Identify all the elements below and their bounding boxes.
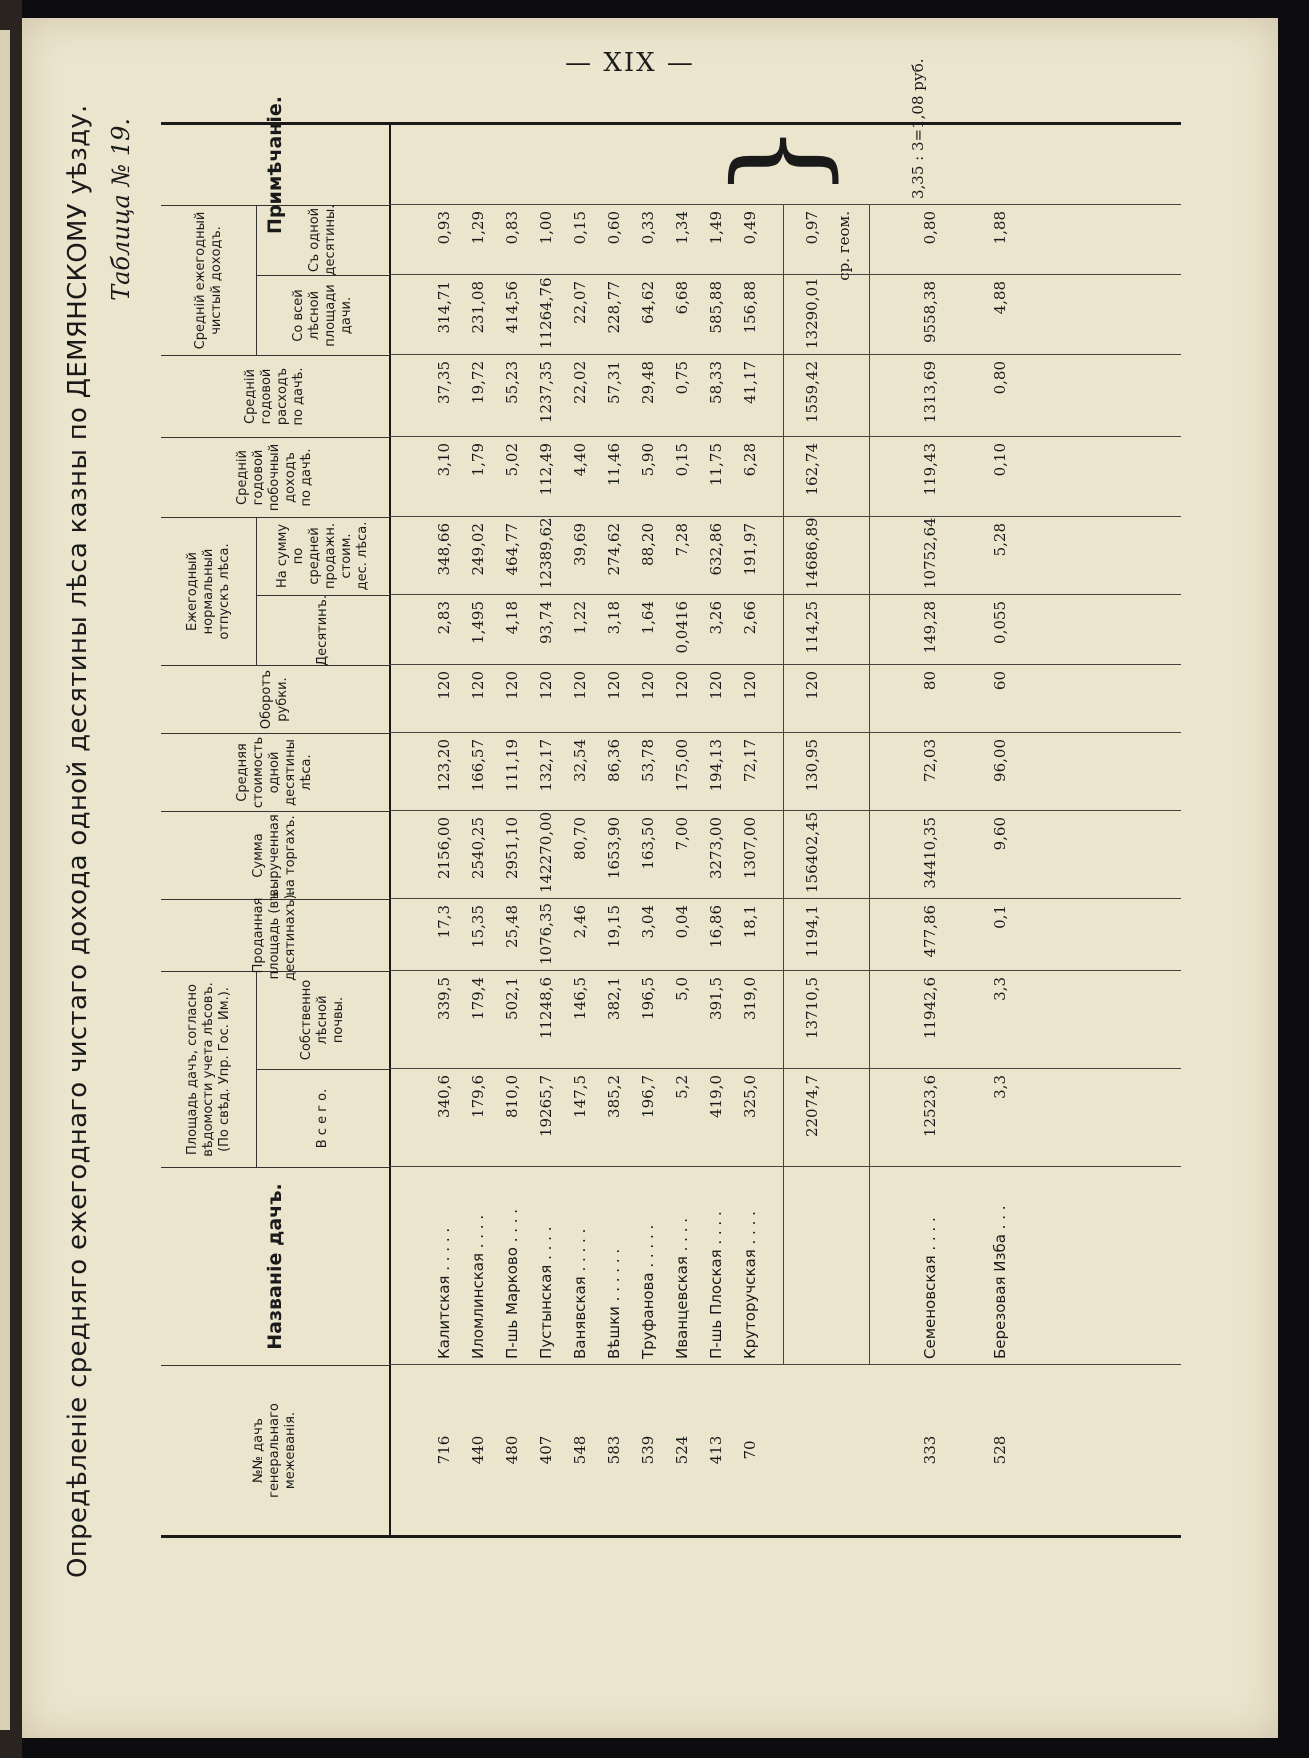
cell-rotation: 120 bbox=[571, 671, 589, 700]
cell-sum: 12389,62 bbox=[537, 517, 555, 589]
table-row bbox=[497, 125, 527, 1535]
cell-total: 19265,7 bbox=[537, 1075, 555, 1138]
cell-sold: 16,86 bbox=[707, 905, 725, 948]
header-norm-dess: Десятинъ. bbox=[257, 595, 389, 665]
subtotal-per: 0,97 bbox=[803, 211, 821, 245]
cell-rotation: 120 bbox=[639, 671, 657, 700]
cell-side: 1,79 bbox=[469, 443, 487, 477]
cell-sold: 3,04 bbox=[639, 905, 657, 939]
cell-name: Круторучская . . . . bbox=[741, 1211, 759, 1359]
subtotal-net: 13290,01 bbox=[803, 277, 821, 349]
cell-revenue: 7,00 bbox=[673, 817, 691, 851]
cell-rotation: 120 bbox=[469, 671, 487, 700]
subtotal-rule bbox=[783, 205, 784, 1365]
table-label: Таблица № 19. bbox=[107, 118, 135, 301]
cell-net: 11264,76 bbox=[537, 277, 555, 349]
cell-side: 5,90 bbox=[639, 443, 657, 477]
cell-rotation: 120 bbox=[741, 671, 759, 700]
header-side-income: Среднiй годовой побочный доходъ по дачѣ. bbox=[161, 437, 389, 517]
cell-net: 228,77 bbox=[605, 281, 623, 334]
cell-revenue: 2951,10 bbox=[503, 817, 521, 880]
header-net-title: Среднiй ежегодный чистый доходъ. bbox=[161, 206, 257, 355]
table-row bbox=[701, 125, 731, 1535]
subtotal-sold: 1194,1 bbox=[803, 905, 821, 958]
cell-expense: 22,02 bbox=[571, 361, 589, 404]
header-area-group bbox=[161, 971, 389, 1167]
cell-avg: 86,36 bbox=[605, 739, 623, 782]
cell-dess: 1,22 bbox=[571, 601, 589, 635]
cell-revenue: 80,70 bbox=[571, 817, 589, 860]
cell-dess: 3,26 bbox=[707, 601, 725, 635]
cell-expense: 29,48 bbox=[639, 361, 657, 404]
header-sold: Проданная площадь (въ десятинахъ). bbox=[161, 899, 389, 971]
cell-name: П-шь Плоская . . . . bbox=[707, 1211, 725, 1359]
cell-per: 0,83 bbox=[503, 211, 521, 245]
cell-total: 5,2 bbox=[673, 1075, 691, 1099]
cell-dess: 2,83 bbox=[435, 601, 453, 635]
cell-side: 112,49 bbox=[537, 443, 555, 496]
cell-sum: 7,28 bbox=[673, 523, 691, 557]
table-row bbox=[429, 125, 459, 1535]
cell-sum: 274,62 bbox=[605, 523, 623, 576]
cell-id: 413 bbox=[707, 1435, 725, 1465]
cell-avg: 166,57 bbox=[469, 739, 487, 792]
cell-net: 6,68 bbox=[673, 281, 691, 315]
subtotal-side: 162,74 bbox=[803, 443, 821, 496]
cell-expense: 55,23 bbox=[503, 361, 521, 404]
cell-sold: 15,35 bbox=[469, 905, 487, 948]
cell-expense: 37,35 bbox=[435, 361, 453, 404]
cell-side: 0,10 bbox=[991, 443, 1009, 477]
cell-forest: 179,4 bbox=[469, 977, 487, 1020]
table-row bbox=[735, 125, 765, 1535]
cell-sum: 191,97 bbox=[741, 523, 759, 576]
cell-id: 440 bbox=[469, 1435, 487, 1465]
header-id: №№ дачъ генеральнаго межеванія. bbox=[161, 1365, 389, 1535]
cell-sum: 464,77 bbox=[503, 523, 521, 576]
header-area-title: Площадь дачъ, согласно вѣдомости учета лѣсовъ. (По свѣд. Упр. Гос. Им.). bbox=[161, 972, 257, 1167]
cell-net: 314,71 bbox=[435, 281, 453, 334]
cell-avg: 194,13 bbox=[707, 739, 725, 792]
header-norm-group bbox=[161, 517, 389, 665]
cell-id: 539 bbox=[639, 1435, 657, 1465]
cell-side: 119,43 bbox=[921, 443, 939, 496]
note-text: 3,35 : 3=1,08 руб. bbox=[909, 58, 927, 199]
cell-sold: 0,04 bbox=[673, 905, 691, 939]
table-row bbox=[985, 125, 1015, 1535]
document-title: Опредѣленіе средняго ежегоднаго чистаго дохода одной десятины лѣса казны по ДЕМЯНСКОМУ уѣзду. bbox=[63, 104, 93, 1578]
subtotal-dess: 114,25 bbox=[803, 601, 821, 654]
cell-per: 0,60 bbox=[605, 211, 623, 245]
cell-revenue: 163,50 bbox=[639, 817, 657, 870]
cell-sum: 39,69 bbox=[571, 523, 589, 566]
cell-avg: 96,00 bbox=[991, 739, 1009, 782]
cell-side: 0,15 bbox=[673, 443, 691, 477]
cell-avg: 132,17 bbox=[537, 739, 555, 792]
cell-net: 156,88 bbox=[741, 281, 759, 334]
cell-forest: 319,0 bbox=[741, 977, 759, 1020]
subtotal-expense: 1559,42 bbox=[803, 361, 821, 424]
subtotal-rotation: 120 bbox=[803, 671, 821, 700]
cell-dess: 4,18 bbox=[503, 601, 521, 635]
cell-dess: 0,0416 bbox=[673, 601, 691, 654]
cell-sold: 2,46 bbox=[571, 905, 589, 939]
cell-per: 1,00 bbox=[537, 211, 555, 245]
cell-revenue: 2156,00 bbox=[435, 817, 453, 880]
subtotal-total: 22074,7 bbox=[803, 1075, 821, 1138]
header-avg-cost: Средняя стоимость одной десятины лѣса. bbox=[161, 733, 389, 811]
table-row bbox=[667, 125, 697, 1535]
header-net-total: Со всей лѣсной площади дачи. bbox=[257, 275, 389, 355]
cell-per: 1,34 bbox=[673, 211, 691, 245]
cell-rotation: 120 bbox=[503, 671, 521, 700]
cell-sold: 17,3 bbox=[435, 905, 453, 939]
cell-per: 1,49 bbox=[707, 211, 725, 245]
cell-id: 583 bbox=[605, 1435, 623, 1465]
cell-forest: 391,5 bbox=[707, 977, 725, 1020]
cell-revenue: 2540,25 bbox=[469, 817, 487, 880]
subtotal-avg: 130,95 bbox=[803, 739, 821, 792]
note-brace: } bbox=[709, 122, 848, 199]
cell-net: 4,88 bbox=[991, 281, 1009, 315]
cell-expense: 41,17 bbox=[741, 361, 759, 404]
cell-side: 3,10 bbox=[435, 443, 453, 477]
geom-label: ср. геом. bbox=[835, 211, 853, 281]
cell-dess: 93,74 bbox=[537, 601, 555, 644]
cell-revenue: 9,60 bbox=[991, 817, 1009, 851]
header-name: Названіе дачъ. bbox=[161, 1167, 389, 1365]
table-row bbox=[633, 125, 663, 1535]
cell-forest: 11942,6 bbox=[921, 977, 939, 1040]
header-norm-title: Ежегодный нормальный отпускъ лѣса. bbox=[161, 518, 257, 665]
cell-avg: 111,19 bbox=[503, 739, 521, 792]
cell-name: Калитская . . . . . bbox=[435, 1227, 453, 1359]
header-norm-sum: На сумму по средней продажн. стоим. дес. лѣса. bbox=[275, 521, 370, 591]
cell-expense: 1313,69 bbox=[921, 361, 939, 424]
cell-forest: 3,3 bbox=[991, 977, 1009, 1001]
cell-sold: 18,1 bbox=[741, 905, 759, 939]
cell-rotation: 120 bbox=[537, 671, 555, 700]
cell-name: П-шь Марково . . . . bbox=[503, 1208, 521, 1359]
table-row bbox=[531, 125, 561, 1535]
cell-avg: 32,54 bbox=[571, 739, 589, 782]
table-header bbox=[161, 96, 391, 1535]
subtotal-revenue: 156402,45 bbox=[803, 811, 821, 893]
cell-sold: 0,1 bbox=[991, 905, 1009, 929]
cell-avg: 53,78 bbox=[639, 739, 657, 782]
cell-total: 419,0 bbox=[707, 1075, 725, 1118]
cell-id: 333 bbox=[921, 1435, 939, 1465]
cell-sum: 348,66 bbox=[435, 523, 453, 576]
cell-forest: 196,5 bbox=[639, 977, 657, 1020]
cell-rotation: 120 bbox=[707, 671, 725, 700]
cell-per: 0,80 bbox=[921, 211, 939, 245]
geom-row bbox=[829, 125, 859, 1535]
cell-avg: 175,00 bbox=[673, 739, 691, 792]
cell-dess: 1,64 bbox=[639, 601, 657, 635]
header-note: Примѣчаніе. bbox=[264, 96, 286, 234]
cell-name: Семеновская . . . . bbox=[921, 1217, 939, 1359]
cell-per: 1,29 bbox=[469, 211, 487, 245]
header-revenue: Сумма вырученная на торгахъ. bbox=[161, 811, 389, 899]
cell-total: 340,6 bbox=[435, 1075, 453, 1118]
cell-per: 0,93 bbox=[435, 211, 453, 245]
cell-revenue: 1307,00 bbox=[741, 817, 759, 880]
cell-total: 3,3 bbox=[991, 1075, 1009, 1099]
cell-total: 179,6 bbox=[469, 1075, 487, 1118]
binding-edge bbox=[0, 0, 22, 1758]
cell-total: 810,0 bbox=[503, 1075, 521, 1118]
cell-dess: 1,495 bbox=[469, 601, 487, 644]
cell-net: 9558,38 bbox=[921, 281, 939, 344]
cell-sold: 25,48 bbox=[503, 905, 521, 948]
cell-per: 0,15 bbox=[571, 211, 589, 245]
previous-page-edge bbox=[0, 30, 10, 1730]
cell-sum: 88,20 bbox=[639, 523, 657, 566]
header-expense: Среднiй годовой расходъ по дачѣ. bbox=[161, 355, 389, 437]
cell-total: 385,2 bbox=[605, 1075, 623, 1118]
header-area-total: В с е г о. bbox=[257, 1069, 389, 1167]
cell-id: 70 bbox=[741, 1440, 759, 1460]
cell-avg: 72,17 bbox=[741, 739, 759, 782]
table-row bbox=[565, 125, 595, 1535]
cell-sum: 10752,64 bbox=[921, 517, 939, 589]
cell-name: Труфанова . . . . . bbox=[639, 1224, 657, 1359]
cell-revenue: 142270,00 bbox=[537, 811, 555, 893]
cell-net: 22,07 bbox=[571, 281, 589, 324]
cell-total: 147,5 bbox=[571, 1075, 589, 1118]
cell-rotation: 120 bbox=[673, 671, 691, 700]
cell-rotation: 120 bbox=[435, 671, 453, 700]
cell-dess: 0,055 bbox=[991, 601, 1009, 644]
cell-side: 5,02 bbox=[503, 443, 521, 477]
page-number: — XIX — bbox=[565, 48, 695, 78]
cell-id: 716 bbox=[435, 1435, 453, 1465]
cell-id: 524 bbox=[673, 1435, 691, 1465]
cell-id: 407 bbox=[537, 1435, 555, 1465]
cell-expense: 19,72 bbox=[469, 361, 487, 404]
cell-sold: 19,15 bbox=[605, 905, 623, 948]
subtotal-row bbox=[797, 125, 827, 1535]
cell-total: 12523,6 bbox=[921, 1075, 939, 1138]
cell-expense: 58,33 bbox=[707, 361, 725, 404]
cell-id: 480 bbox=[503, 1435, 521, 1465]
cell-net: 414,56 bbox=[503, 281, 521, 334]
cell-expense: 57,31 bbox=[605, 361, 623, 404]
cell-net: 64,62 bbox=[639, 281, 657, 324]
cell-per: 0,49 bbox=[741, 211, 759, 245]
cell-expense: 1237,35 bbox=[537, 361, 555, 424]
cell-dess: 149,28 bbox=[921, 601, 939, 654]
cell-name: Иванцевская . . . . bbox=[673, 1217, 691, 1359]
cell-revenue: 34410,35 bbox=[921, 817, 939, 889]
cell-id: 528 bbox=[991, 1435, 1009, 1465]
cell-name: Березовая Изба . . . bbox=[991, 1205, 1009, 1359]
cell-name: Иломлинская . . . . bbox=[469, 1214, 487, 1359]
cell-revenue: 1653,90 bbox=[605, 817, 623, 880]
header-area-forest: Собственно лѣсной почвы. bbox=[299, 979, 346, 1061]
table-row bbox=[463, 125, 493, 1535]
cell-forest: 146,5 bbox=[571, 977, 589, 1020]
cell-forest: 5,0 bbox=[673, 977, 691, 1001]
cell-forest: 382,1 bbox=[605, 977, 623, 1020]
subtotal-sum: 14686,89 bbox=[803, 517, 821, 589]
cell-dess: 3,18 bbox=[605, 601, 623, 635]
cell-expense: 0,75 bbox=[673, 361, 691, 395]
header-net-per: Съ одной десятины. bbox=[307, 204, 338, 276]
cell-forest: 502,1 bbox=[503, 977, 521, 1020]
cell-revenue: 3273,00 bbox=[707, 817, 725, 880]
cell-total: 196,7 bbox=[639, 1075, 657, 1118]
cell-avg: 72,03 bbox=[921, 739, 939, 782]
cell-rotation: 80 bbox=[921, 671, 939, 691]
cell-net: 585,88 bbox=[707, 281, 725, 334]
cell-side: 11,46 bbox=[605, 443, 623, 486]
cell-sum: 632,86 bbox=[707, 523, 725, 576]
header-rotation: Оборотъ рубки. bbox=[161, 665, 389, 733]
cell-total: 325,0 bbox=[741, 1075, 759, 1118]
cell-name: Пустынская . . . . bbox=[537, 1226, 555, 1359]
cell-rotation: 60 bbox=[991, 671, 1009, 691]
cell-forest: 339,5 bbox=[435, 977, 453, 1020]
cell-name: Вѣшки . . . . . . bbox=[605, 1248, 623, 1359]
cell-per: 0,33 bbox=[639, 211, 657, 245]
cell-dess: 2,66 bbox=[741, 601, 759, 635]
cell-net: 231,08 bbox=[469, 281, 487, 334]
cell-id: 548 bbox=[571, 1435, 589, 1465]
cell-forest: 11248,6 bbox=[537, 977, 555, 1040]
cell-side: 6,28 bbox=[741, 443, 759, 477]
table-row bbox=[599, 125, 629, 1535]
subtotal-forest: 13710,5 bbox=[803, 977, 821, 1040]
cell-sum: 5,28 bbox=[991, 523, 1009, 557]
cell-sum: 249,02 bbox=[469, 523, 487, 576]
table-row bbox=[915, 125, 945, 1535]
cell-sold: 1076,35 bbox=[537, 902, 555, 965]
cell-name: Ванявская . . . . . bbox=[571, 1228, 589, 1359]
cell-sold: 477,86 bbox=[921, 905, 939, 958]
cell-per: 1,88 bbox=[991, 211, 1009, 245]
cell-rotation: 120 bbox=[605, 671, 623, 700]
cell-side: 4,40 bbox=[571, 443, 589, 477]
cell-avg: 123,20 bbox=[435, 739, 453, 792]
cell-side: 11,75 bbox=[707, 443, 725, 486]
group-rule bbox=[869, 205, 870, 1365]
cell-expense: 0,80 bbox=[991, 361, 1009, 395]
